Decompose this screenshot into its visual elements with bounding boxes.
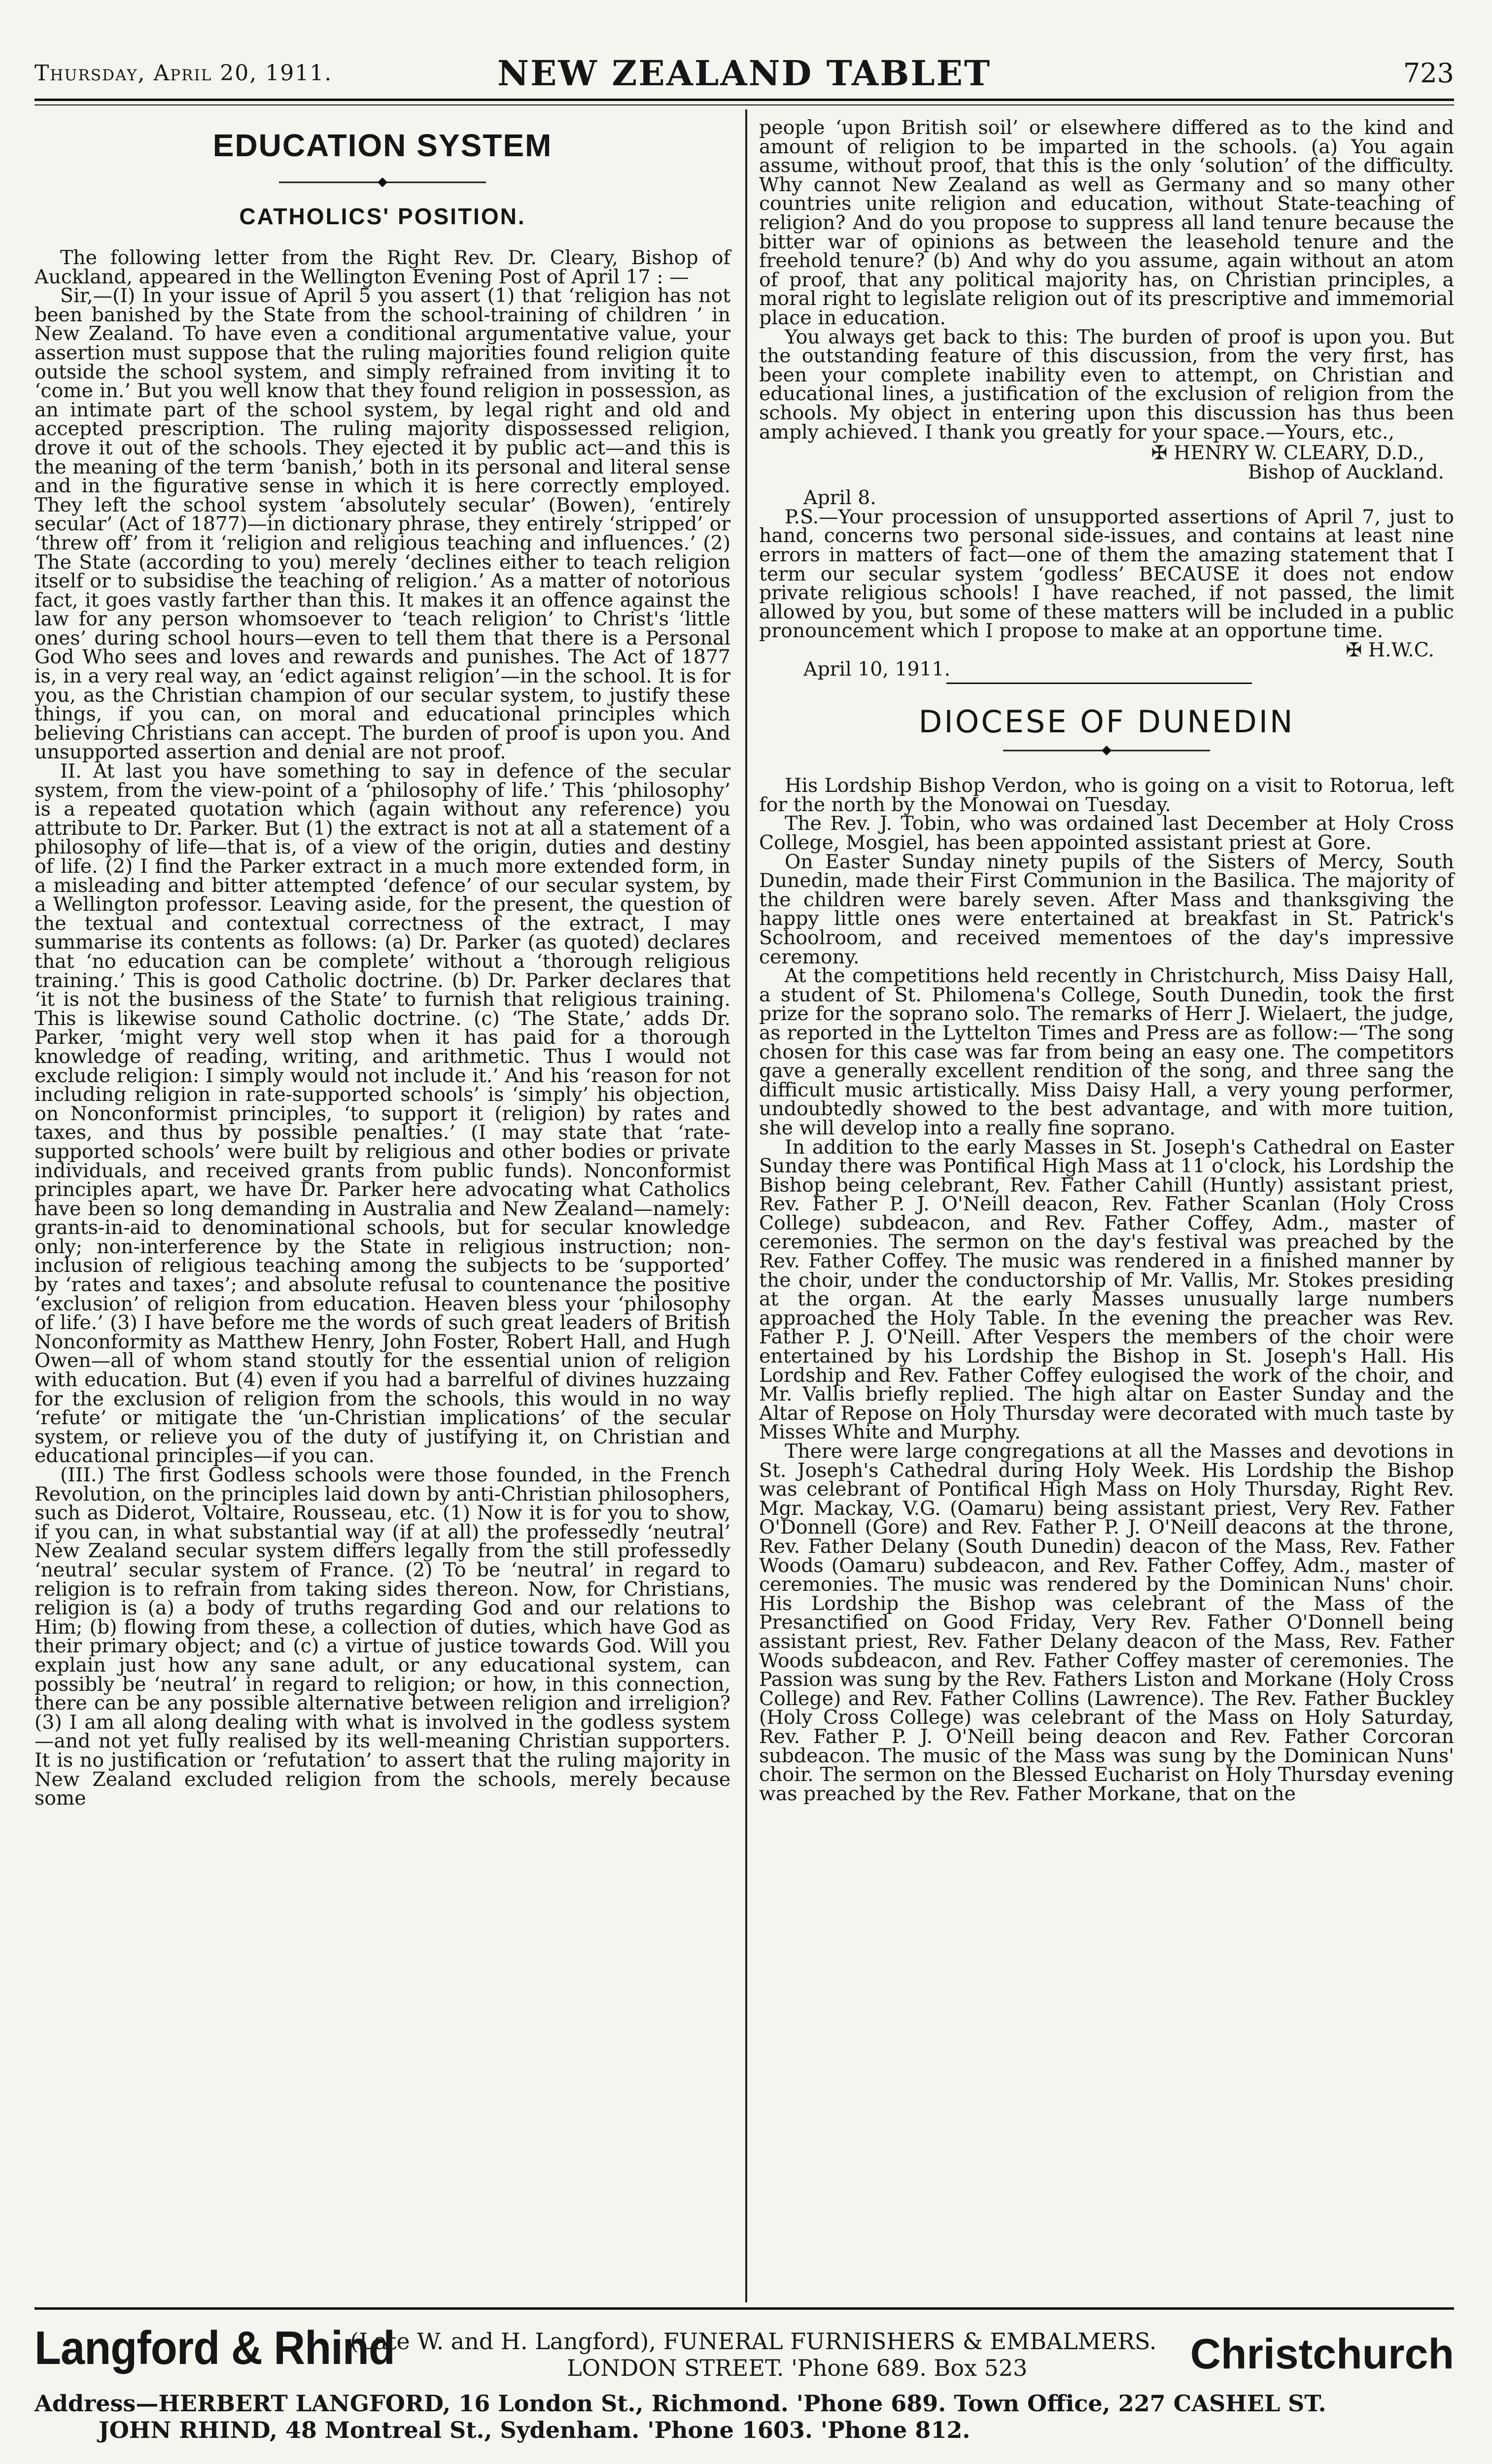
postscript-text: P.S.—Your procession of unsupported assertions of April 7, just to hand, concerns two personal side-issues, and contains at least nine errors in matters of fact—one of them the amazing statement that I term our secular system ‘godless’ BECAUSE it does not endow private religious schools! I have reached, if not passed, the limit allowed by you, but some of these matters will be included in a public pronouncement which I propose to make at an opportune time. [759, 505, 1454, 643]
news-paragraph: On Easter Sunday ninety pupils of the Sisters of Mercy, South Dunedin, made their First Communion in the Basilica. The majority of the children were barely seven. After Mass and thanksgiving the happy little ones were entertained at breakfast in St. Patrick's Schoolroom, and received mementoes of the day's impressive ceremony. [759, 850, 1454, 968]
news-paragraph: The Rev. J. Tobin, who was ordained last December at Holy Cross College, Mosgiel, has been appointed assistant priest at Gore. [759, 812, 1454, 854]
news-paragraph: In addition to the early Masses in St. Joseph's Cathedral on Easter Sunday there was Pontifical High Mass at 11 o'clock, his Lordship the Bishop being celebrant, Rev. Father Cahill (Huntly) assistant priest, Rev. Father P. J. O'Neill deacon, Rev. Father Scanlan (Holy Cross College) subdeacon, and Rev. Father Coffey, Adm., master of ceremonies. The sermon on the day's festival was preached by the Rev. Father Coffey. The music was rendered in a finished manner by the choir, under the conductorship of Mr. Vallis, Mr. Stokes presiding at the organ. At the early Masses unusually large numbers approached the Holy Table. In the evening the preacher was Rev. Father P. J. O'Neill. After Vespers the members of the choir were entertained by his Lordship the Bishop in St. Joseph's Hall. His Lordship and Rev. Father Coffey eulogised the work of the choir, and Mr. Vallis briefly replied. The high altar on Easter Sunday and the Altar of Repose on Holy Thursday were decorated with much taste by Misses White and Murphy. [759, 1135, 1454, 1444]
article-paragraph: You always get back to this: The burden of proof is upon you. But the outstanding feature of this discussion, from the very first, has been your complete inability even to attempt, on Christian and educational lines, a justification of the exclusion of religion from the schools. My object in entering upon this discussion has thus been amply achieved. I thank you greatly for your space.—Yours, etc., [759, 325, 1454, 444]
masthead-rule-thick [35, 99, 1454, 101]
letter-signature: ✠ HENRY W. CLEARY, D.D., [1151, 442, 1424, 465]
page-number: 723 [1403, 58, 1454, 89]
article-paragraph: II. At last you have something to say in defence of the secular system, from the view-point of a ‘philosophy of life.’ This ‘philosophy’ is a repeated quotation which (again without any reference) you attribute to Dr. Parker. But (1) the extract is not at all a statement of a philosophy of life—that is, of a view of the origin, duties and destiny of life. (2) I find the Parker extract in a much more extended form, in a misleading and bitter attempted ‘defence’ of our secular system, by a Wellington professor. Leaving aside, for the present, the question of the textual and contextual correctness of the extract, I may summarise its contents as follows: (a) Dr. Parker (as quoted) declares that ‘no education can be complete’ without a ‘thorough religious training.’ This is good Catholic doctrine. (b) Dr. Parker declares that ‘it is not the business of the State’ to furnish that religious training. This is likewise sound Catholic doctrine. (c) ‘The State,’ adds Dr. Parker, ‘might very well stop when it has paid for a thorough knowledge of reading, writing, and arithmetic. Thus I would not exclude religion: I simply would not include it.’ And his ‘reason for not including religion in rate-supported schools’ is ‘simply’ his objection, on Nonconformist principles, ‘to support it (religion) by rates and taxes, and thus by possible penalties.’ (I may state that ‘rate-supported schools’ were built by religious and other bodies or private individuals, and received grants from public funds). Nonconformist principles apart, we have Dr. Parker here advocating what Catholics have been so long demanding in Australia and New Zealand—namely: grants-in-aid to denominational schools, but for secular knowledge only; non-interference by the State in religious instruction; non-inclusion of religious teaching among the subjects to be ‘supported’ by ‘rates and taxes’; and absolute refusal to countenance the positive ‘exclusion’ of religion from education. Heaven bless your ‘philosophy of life.’ (3) I have before me the words of such great leaders of British Nonconformity as Matthew Henry, John Foster, Robert Hall, and Hugh Owen—all of whom stand stoutly for the essential union of religion with education. But (4) even if you had a barrelful of divines huzzaing for the exclusion of religion from the schools, this would in no way ‘refute’ or mitigate the ‘un-Christian implications’ of the secular system, or relieve you of the duty of justifying it, on Christian and educational principles—if you can. [35, 760, 730, 1468]
letter-date: April 8. [803, 486, 876, 510]
signature-title: Bishop of Auckland. [1248, 460, 1444, 483]
diocese-headline: DIOCESE OF DUNEDIN [918, 704, 1295, 740]
news-paragraph: There were large congregations at all the Masses and devotions in St. Joseph's Cathedral during Holy Week. His Lordship the Bishop was celebrant of Pontifical High Mass on Holy Thursday, Right Rev. Mgr. Mackay, V.G. (Oamaru) being assistant priest, Very Rev. Father O'Donnell (Gore) and Rev. Father P. J. O'Neill deacons at the throne, Rev. Father Delany (South Dunedin) deacon of the Mass, Rev. Father Woods (Oamaru) subdeacon, and Rev. Father Coffey, Adm., master of ceremonies. The music was rendered by the Dominican Nuns' choir. His Lordship the Bishop was celebrant of the Mass of the Presanctified on Good Friday, Very Rev. Father O'Donnell being assistant priest, Rev. Father Delany deacon of the Mass, Rev. Father Woods subdeacon, and Rev. Father Coffey master of ceremonies. The Passion was sung by the Rev. Fathers Liston and Morkane (Holy Cross College) and Rev. Father Collins (Lawrence). The Rev. Father Buckley (Holy Cross College) was celebrant of the Mass on Holy Saturday, Rev. Father P. J. O'Neill being deacon and Rev. Father Corcoran subdeacon. The music of the Mass was sung by the Dominican Nuns' choir. The sermon on the Blessed Eucharist on Holy Thursday evening was preached by the Rev. Father Morkane, that on the [759, 1440, 1454, 1805]
masthead [35, 47, 1454, 101]
footer-rule [35, 2307, 1454, 2310]
ad-street-line: LONDON STREET. 'Phone 689. Box 523 [567, 2355, 1028, 2381]
news-paragraph: At the competitions held recently in Christchurch, Miss Daisy Hall, a student of St. Philomena's College, South Dunedin, took the first prize for the soprano solo. The remarks of Herr J. Wielaert, the judge, as reported in the Lyttelton Times and Press are as follow:—‘The song chosen for this case was far from being an easy one. The competitors gave a generally excellent rendition of the song, and three sang the difficult music artistically. Miss Daisy Hall, a very young performer, undoubtedly showed to the best advantage, and with more tuition, she will develop into a really fine soprano. [759, 964, 1454, 1139]
ad-address-langford: Address—HERBERT LANGFORD, 16 London St., Richmond. 'Phone 689. Town Office, 227 CASHEL ST. [35, 2390, 1326, 2417]
funeral-advertisement [35, 2321, 1454, 2464]
article-paragraph: (III.) The first Godless schools were those founded, in the French Revolution, on the principles laid down by anti-Christian philosophers, such as Diderot, Voltaire, Rousseau, etc. (1) Now it is for you to show, if you can, in what substantial way (if at all) the professedly ‘neutral’ New Zealand secular system differs legally from the still professedly ‘neutral’ secular system of France. (2) To be ‘neutral’ in regard to religion is to refrain from taking sides thereon. Now, for Christians, religion is (a) a body of truths regarding God and our relations to Him; (b) flowing from these, a collection of duties, which have God as their primary object; and (c) a virtue of justice towards God. Will you explain just how any sane adult, or any educational system, can possibly be ‘neutral’ in regard to religion; or how, in this connection, there can be any possible alternative between religion and irreligion? (3) I am all along dealing with what is involved in the godless system—and not yet fully realised by its well-meaning Christian supporters. It is no justification or ‘refutation’ to assert that the ruling majority in New Zealand excluded religion from the schools, merely because some [35, 1464, 731, 1810]
column-divider [745, 109, 747, 2302]
ornament-divider [279, 176, 486, 188]
publication-title: NEW ZEALAND TABLET [497, 53, 992, 94]
ornament-divider [1003, 745, 1210, 756]
article-paragraph: people ‘upon British soil’ or elsewhere differed as to the kind and amount of religion to be imparted in the schools. (a) You again assume, without proof, that this is the only ‘solution’ of the difficulty. Why cannot New Zealand as well as Germany and so many other countries unite religion and education, without State-teaching of religion? And do you propose to suppress all land tenure because the bitter war of opinions as between the leasehold tenure and the freehold tenure? (b) And why do you assume, again without an atom of proof, that any political majority has, on Christian principles, a moral right to legislate religion out of its prescriptive and immemorial place in education. [759, 116, 1454, 329]
article-subheadline: CATHOLICS' POSITION. [239, 204, 526, 229]
section-rule [946, 683, 1252, 684]
postscript [759, 505, 1454, 643]
letter-continuation [759, 118, 1454, 442]
issue-date: Thursday, April 20, 1911. [35, 61, 333, 86]
right-column [759, 118, 1454, 1803]
left-column [35, 118, 730, 1808]
ad-address-rhind: JOHN RHIND, 48 Montreal St., Sydenham. 'Phone 1603. 'Phone 812. [99, 2417, 971, 2443]
article-body [35, 248, 730, 1808]
ad-business-line: (Late W. and H. Langford), FUNERAL FURNISHERS & EMBALMERS. [350, 2328, 1157, 2355]
ad-city: Christchurch [1190, 2330, 1454, 2378]
postscript-date: April 10, 1911. [803, 657, 951, 681]
postscript-initials: ✠ H.W.C. [1346, 639, 1434, 662]
article-paragraph: The following letter from the Right Rev. Dr. Cleary, Bishop of Auckland, appeared in the Wellington Evening Post of April 17 : — [35, 246, 730, 288]
masthead-rule-thin [35, 104, 1454, 105]
news-paragraph: His Lordship Bishop Verdon, who is going on a visit to Rotorua, left for the north by the Monowai on Tuesday. [759, 774, 1454, 816]
diocese-news-body [759, 776, 1454, 1803]
article-headline: EDUCATION SYSTEM [212, 128, 553, 163]
article-paragraph: Sir,—(I) In your issue of April 5 you assert (1) that ‘religion has not been banished by the State from the school-training of children ’ in New Zealand. To have even a conditional argumentative value, your assertion must suppose that the ruling majorities found religion quite outside the school system, and simply refrained from inviting it to ‘come in.’ But you well know that they found religion in possession, as an intimate part of the school system, by legal right and old and accepted prescription. The ruling majority dispossessed religion, drove it out of the schools. They ejected it by public act—and this is the meaning of the term ‘banish,’ both in its personal and literal sense and in the figurative sense in which it is here correctly employed. They left the school system ‘absolutely secular’ (Bowen), ‘entirely secular’ (Act of 1877)—in dictionary phrase, they entirely ‘stripped’ or ‘threw off’ from it ‘religion and religious teaching and influences.’ (2) The State (according to you) merely ‘declines either to teach religion itself or to subsidise the teaching of religion.’ As a matter of notorious fact, it goes vastly farther than this. It makes it an offence against the law for any person whomsoever to ‘teach religion’ to Christ's ‘little ones’ during school hours—even to tell them that there is a Personal God Who sees and loves and rewards and punishes. The Act of 1877 is, in a very real way, an ‘edict against religion’—in the school. It is for you, as the Christian champion of our secular system, to justify these things, if you can, on moral and educational principles which believing Christians can accept. The burden of proof is upon you. And unsupported assertion and denial are not proof. [35, 284, 730, 764]
advertiser-brand: Langford & Rhind [35, 2322, 395, 2374]
